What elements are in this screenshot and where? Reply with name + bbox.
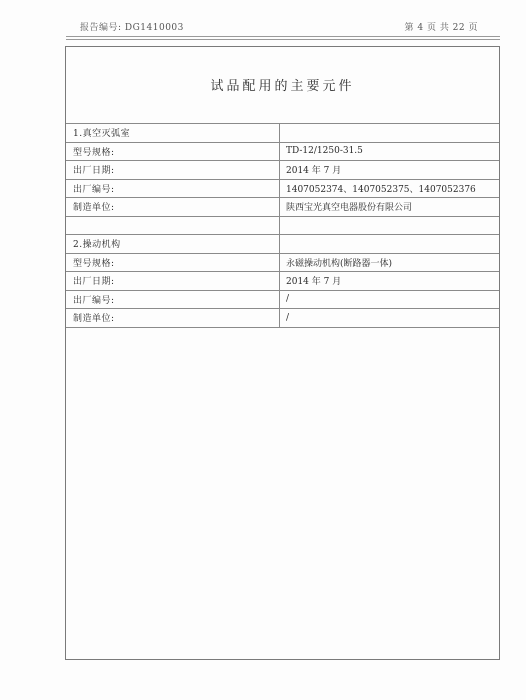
table-row: [66, 235, 499, 254]
page-title: 试品配用的主要元件: [210, 79, 355, 94]
row-value: 陕西宝光真空电器股份有限公司: [280, 198, 500, 217]
row-label: [66, 216, 280, 235]
table-row: [66, 216, 499, 235]
row-label: 出厂编号:: [66, 290, 280, 309]
row-value: [280, 235, 500, 254]
row-label: 型号规格:: [66, 253, 280, 272]
table-row: [66, 309, 499, 328]
row-value: /: [280, 309, 500, 328]
table-row: [66, 124, 499, 143]
row-label: 1.真空灭弧室: [66, 124, 280, 143]
table-row: [66, 290, 499, 309]
row-label: 出厂日期:: [66, 272, 280, 291]
row-value: 2014 年 7 月: [280, 161, 500, 180]
table-row: [66, 161, 499, 180]
components-table: [66, 123, 499, 328]
row-label: 制造单位:: [66, 198, 280, 217]
table-row: [66, 253, 499, 272]
row-value: /: [280, 290, 500, 309]
row-value: 1407052374、1407052375、1407052376: [280, 179, 500, 198]
row-value: 永磁操动机构(断路器一体): [280, 253, 500, 272]
header-rule-secondary: [66, 39, 500, 40]
header-rule: [66, 36, 500, 37]
components-frame: [65, 46, 500, 660]
table-row: [66, 142, 499, 161]
row-label: 出厂日期:: [66, 161, 280, 180]
row-label: 型号规格:: [66, 142, 280, 161]
table-row: [66, 198, 499, 217]
row-label: 出厂编号:: [66, 179, 280, 198]
table-row: [66, 272, 499, 291]
row-value: TD-12/1250-31.5: [280, 142, 500, 161]
table-row: [66, 179, 499, 198]
report-number: 报告编号: DG1410003: [80, 23, 184, 33]
page-indicator: 第 4 页 共 22 页: [404, 23, 478, 33]
row-label: 制造单位:: [66, 309, 280, 328]
row-label: 2.操动机构: [66, 235, 280, 254]
row-value: 2014 年 7 月: [280, 272, 500, 291]
row-value: [280, 124, 500, 143]
row-value: [280, 216, 500, 235]
